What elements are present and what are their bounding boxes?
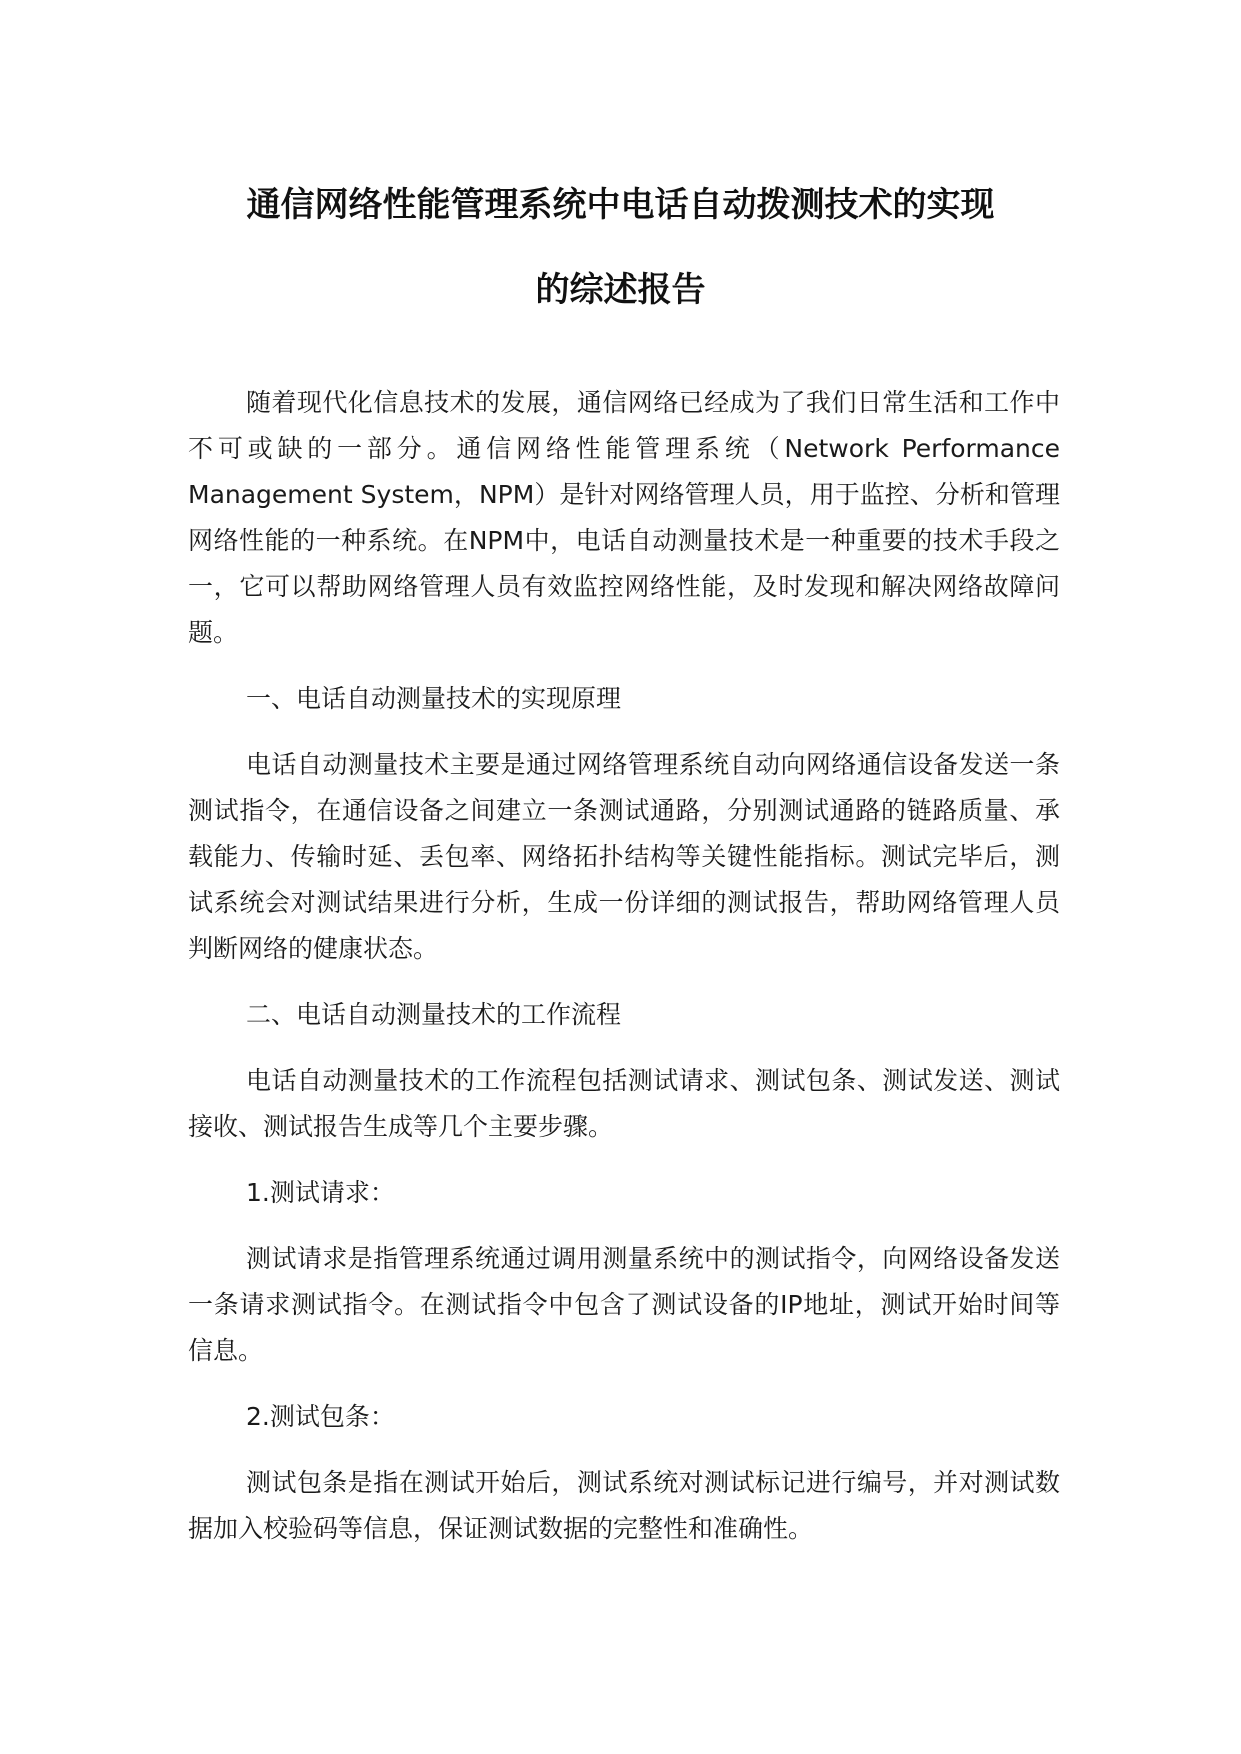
document-title-line-2: 的综述报告 <box>535 270 706 310</box>
section-heading-principle: 一、电话自动测量技术的实现原理 <box>246 684 622 713</box>
subheading-test-packet: 2.测试包条： <box>246 1402 395 1431</box>
test-packet-paragraph: 测试包条是指在测试开始后，测试系统对测试标记进行编号，并对测试数据加入校验码等信息，保证测试数据的完整性和准确性。 <box>188 1468 1060 1543</box>
principle-paragraph: 电话自动测量技术主要是通过网络管理系统自动向网络通信设备发送一条测试指令，在通信设备之间建立一条测试通路，分别测试通路的链路质量、承载能力、传输时延、丢包率、网络拓扑结构等关键性能指标。测试完毕后，测试系统会对测试结果进行分析，生成一份详细的测试报告，帮助网络管理人员判断网络的健康状态。 <box>188 750 1060 963</box>
workflow-paragraph: 电话自动测量技术的工作流程包括测试请求、测试包条、测试发送、测试接收、测试报告生成等几个主要步骤。 <box>188 1066 1060 1141</box>
document-body <box>188 380 1060 1572</box>
intro-paragraph: 随着现代化信息技术的发展，通信网络已经成为了我们日常生活和工作中不可或缺的一部分。通信网络性能管理系统（Network Performance Management System，NPM）是针对网络管理人员，用于监控、分析和管理网络性能的一种系统。在NPM中，电话自动测量技术是一种重要的技术手段之一，它可以帮助网络管理人员有效监控网络性能，及时发现和解决网络故障问题。 <box>188 388 1060 647</box>
document-title-line-1: 通信网络性能管理系统中电话自动拨测技术的实现 <box>246 185 995 225</box>
subheading-test-request: 1.测试请求： <box>246 1178 395 1207</box>
test-request-paragraph: 测试请求是指管理系统通过调用测量系统中的测试指令，向网络设备发送一条请求测试指令。在测试指令中包含了测试设备的IP地址，测试开始时间等信息。 <box>188 1244 1060 1365</box>
section-heading-workflow: 二、电话自动测量技术的工作流程 <box>246 1000 622 1029</box>
